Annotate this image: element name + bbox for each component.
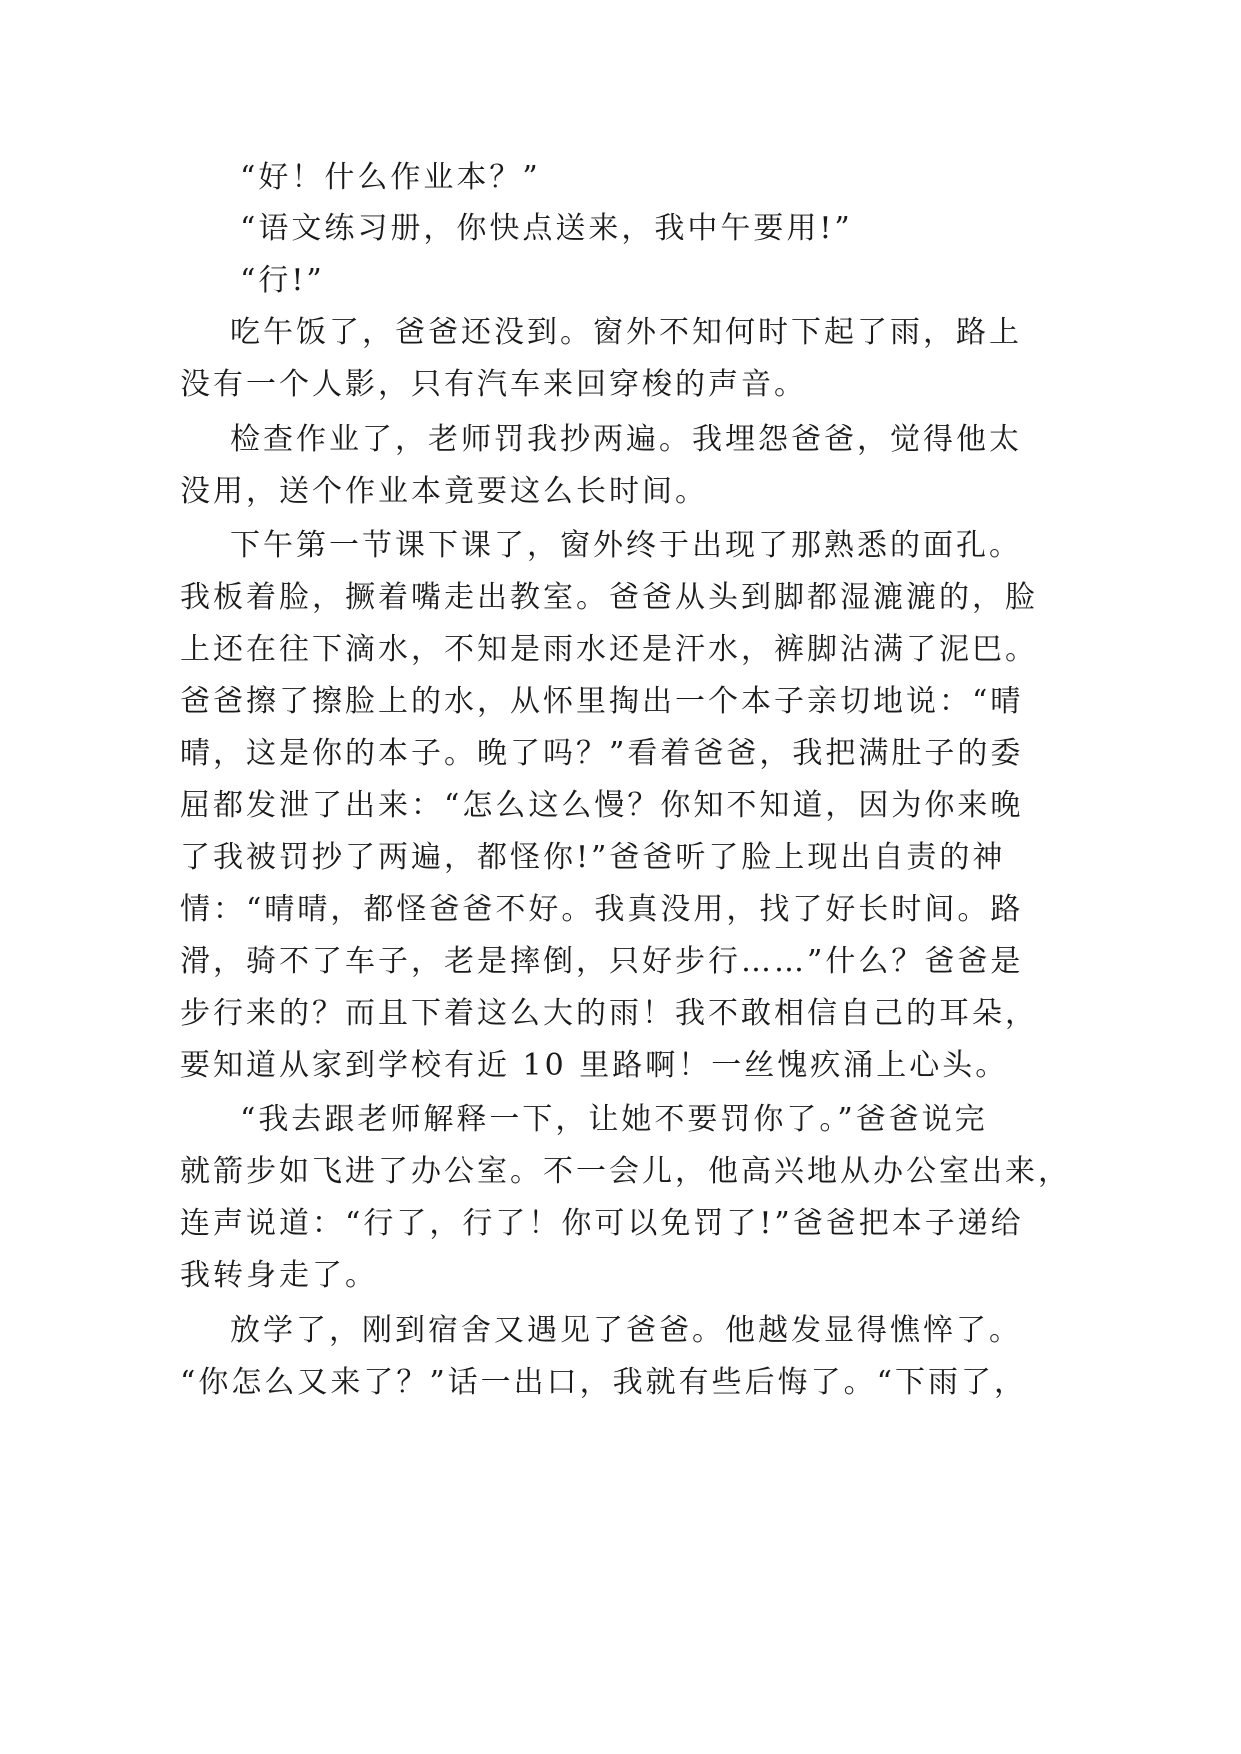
- text-line: 步行来的？而且下着这么大的雨！我不敢相信自己的耳朵，: [180, 996, 1038, 1031]
- text-line: 就箭步如飞进了办公室。不一会儿，他高兴地从办公室出来，: [180, 1154, 1071, 1189]
- text-line: 下午第一节课下课了，窗外终于出现了那熟悉的面孔。: [230, 528, 1022, 563]
- text-line: “好！什么作业本？”: [240, 160, 541, 195]
- text-line: 情：“晴晴，都怪爸爸不好。我真没用，找了好长时间。路: [180, 892, 1024, 927]
- text-line: 爸爸擦了擦脸上的水，从怀里掏出一个本子亲切地说：“晴: [180, 684, 1024, 719]
- text-line: 连声说道：“行了，行了！你可以免罚了!”爸爸把本子递给: [180, 1206, 1024, 1241]
- text-line: 滑，骑不了车子，老是摔倒，只好步行……”什么？爸爸是: [180, 944, 1024, 979]
- text-line: 吃午饭了，爸爸还没到。窗外不知何时下起了雨，路上: [230, 315, 1022, 350]
- text-line: 放学了，刚到宿舍又遇见了爸爸。他越发显得憔悴了。: [230, 1313, 1022, 1348]
- text-line: 上还在往下滴水，不知是雨水还是汗水，裤脚沾满了泥巴。: [180, 632, 1038, 667]
- text-line: 晴，这是你的本子。晚了吗？”看着爸爸，我把满肚子的委: [180, 736, 1024, 771]
- text-line: “我去跟老师解释一下，让她不要罚你了。”爸爸说完: [240, 1102, 988, 1137]
- text-line: 没有一个人影，只有汽车来回穿梭的声音。: [180, 367, 807, 402]
- text-line: 屈都发泄了出来：“怎么这么慢？你知不知道，因为你来晚: [180, 788, 1024, 823]
- text-line: 要知道从家到学校有近 10 里路啊！一丝愧疚涌上心头。: [180, 1048, 1009, 1083]
- text-line: “你怎么又来了？”话一出口，我就有些后悔了。“下雨了，: [180, 1365, 1028, 1400]
- text-line: 没用，送个作业本竟要这么长时间。: [180, 474, 708, 509]
- text-line: “行!”: [240, 263, 325, 298]
- text-line: 检查作业了，老师罚我抄两遍。我埋怨爸爸，觉得他太: [230, 422, 1022, 457]
- text-line: 我板着脸，撅着嘴走出教室。爸爸从头到脚都湿漉漉的，脸: [180, 580, 1038, 615]
- text-line: 了我被罚抄了两遍，都怪你!”爸爸听了脸上现出自责的神: [180, 840, 1006, 875]
- text-line: 我转身走了。: [180, 1258, 378, 1293]
- text-line: “语文练习册，你快点送来，我中午要用!”: [240, 211, 853, 246]
